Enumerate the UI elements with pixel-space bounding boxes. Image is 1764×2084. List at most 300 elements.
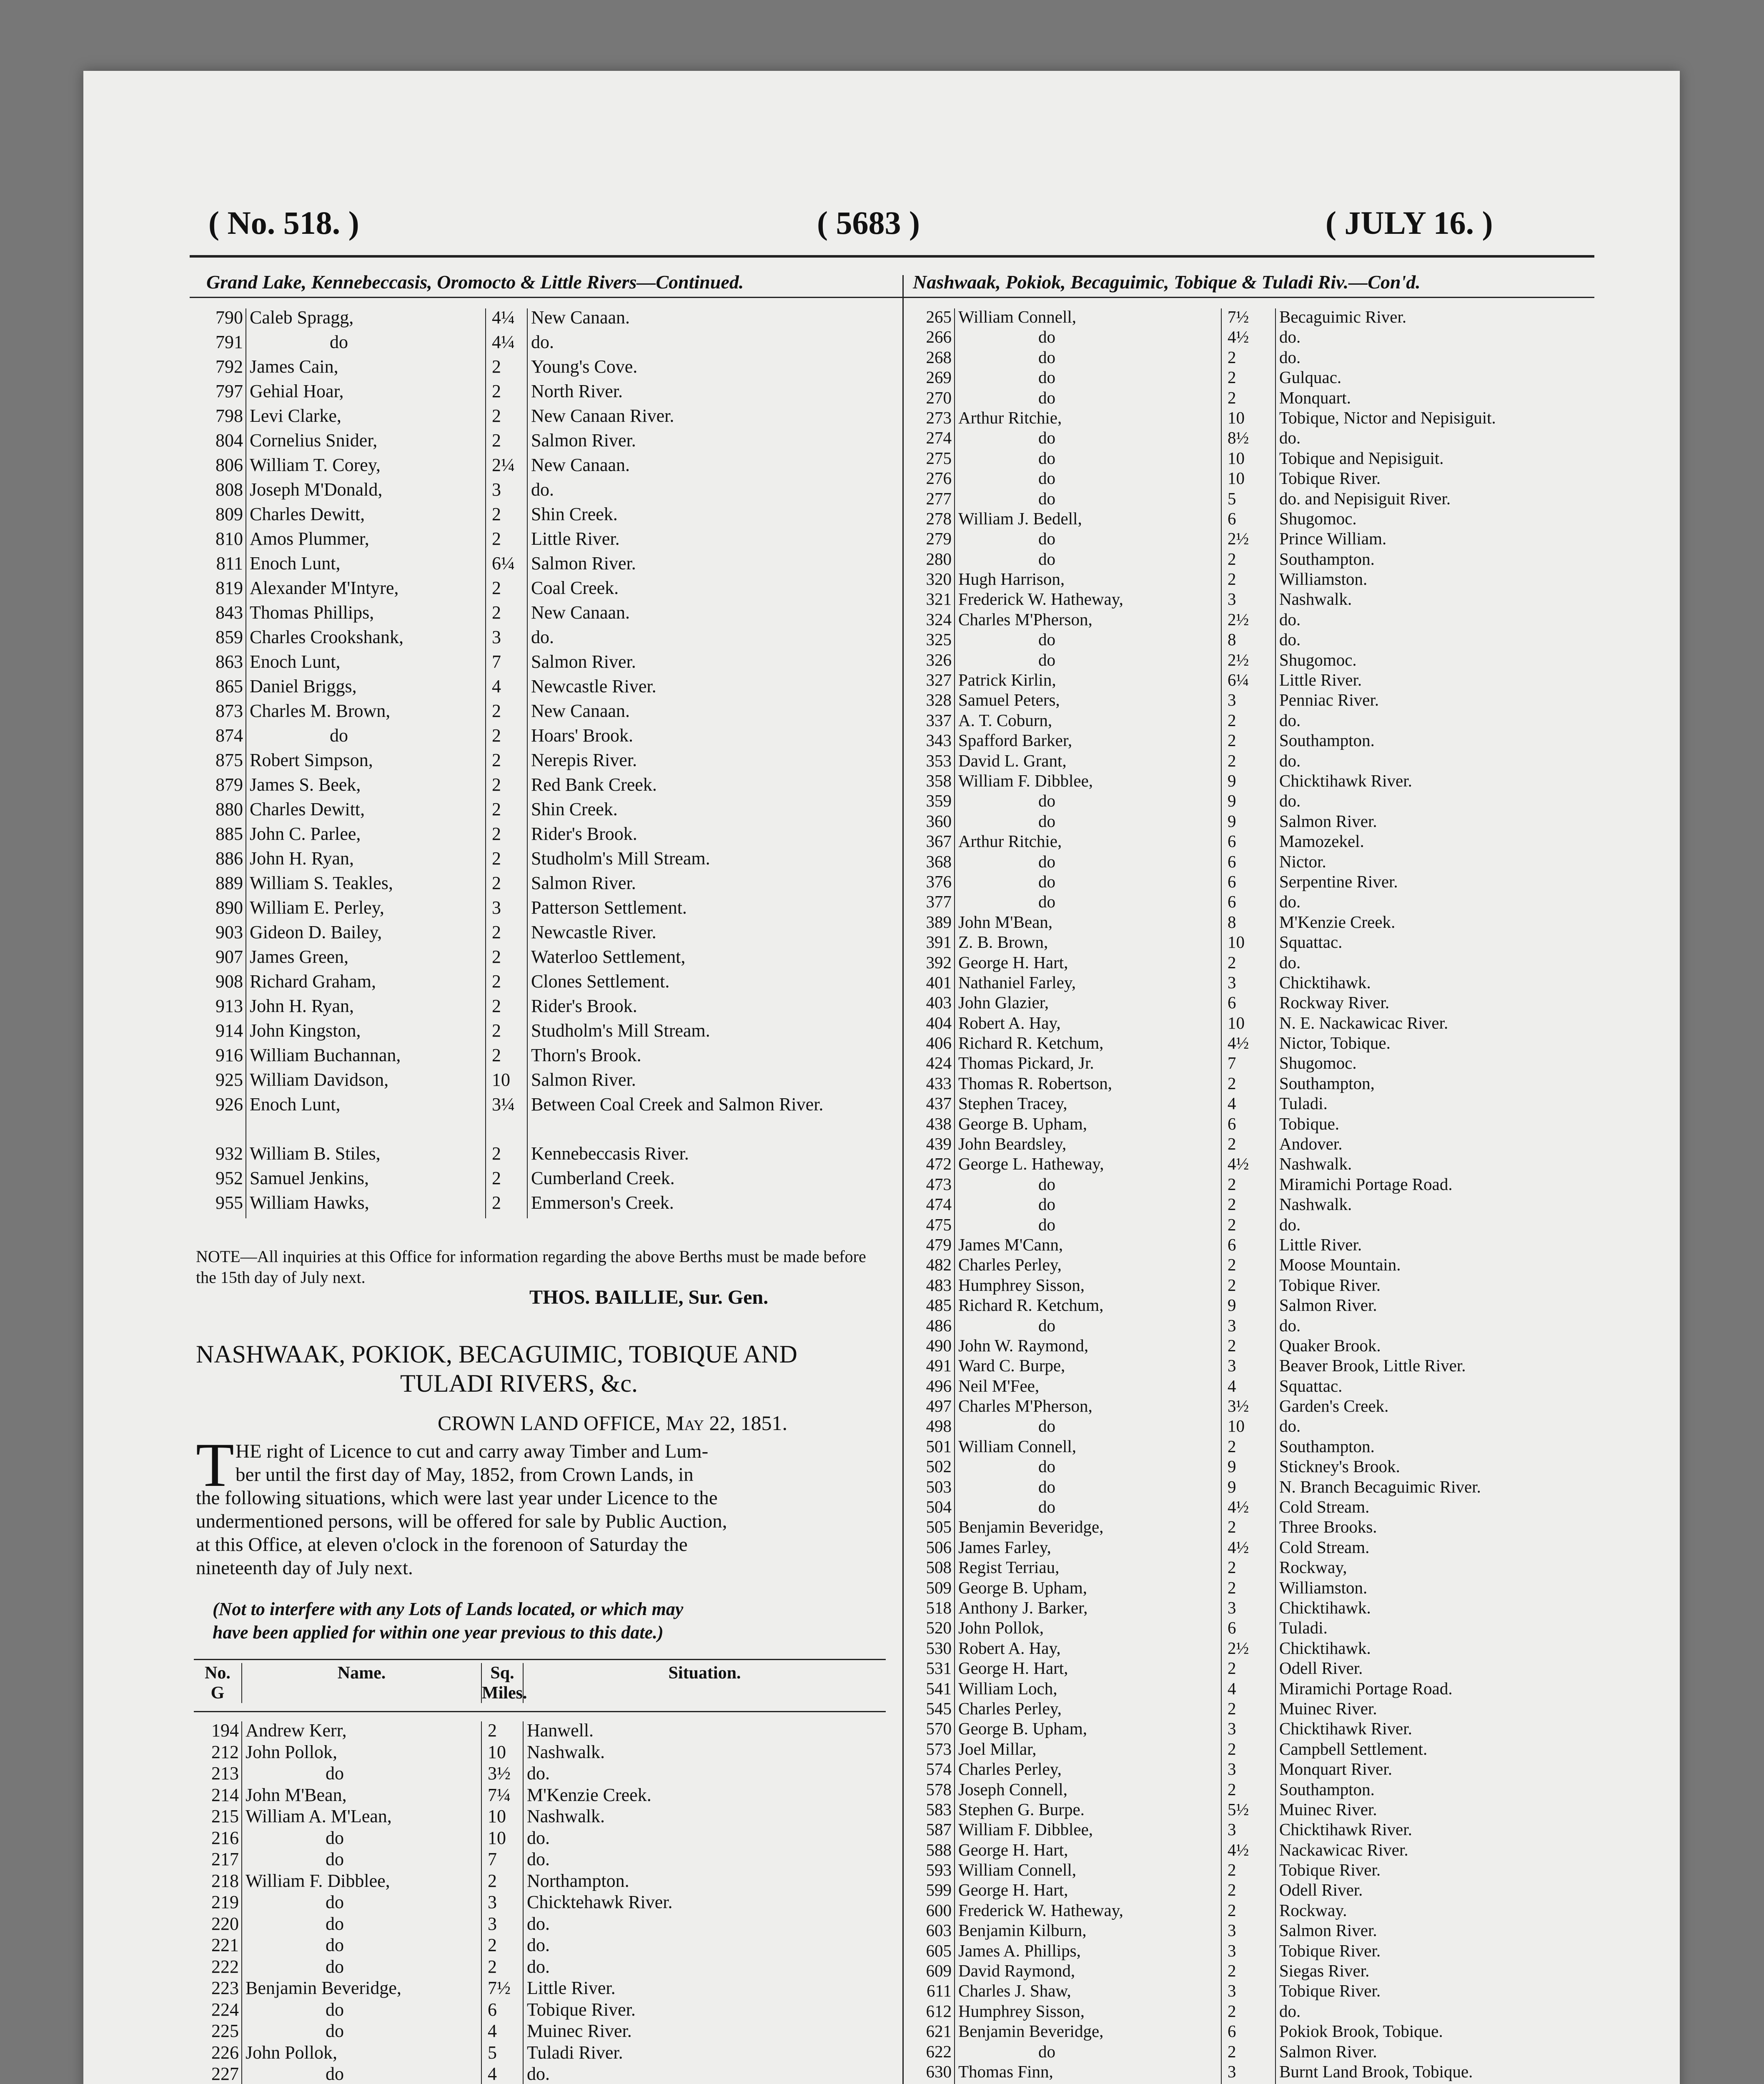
situation: Chicktihawk River. <box>1279 772 1412 790</box>
situation: Nictor, Tobique. <box>1279 1034 1391 1053</box>
square-miles: 2 <box>486 776 527 800</box>
licensee-name: A. T. Coburn, <box>955 712 1221 732</box>
berth-number: 433 <box>907 1075 955 1095</box>
issue-date: ( JULY 16. ) <box>1326 205 1493 241</box>
square-miles: 3 <box>1221 974 1275 994</box>
berth-number: 880 <box>198 800 246 825</box>
situation: do. <box>527 1829 550 1848</box>
situation: Three Brooks. <box>1279 1518 1377 1537</box>
licensee-name: Nathaniel Farley, <box>955 974 1221 994</box>
square-miles: 2 <box>486 702 527 726</box>
situation: do. <box>1279 328 1301 347</box>
square-miles: 2½ <box>1221 530 1275 550</box>
situation: do. <box>1279 631 1301 649</box>
berth-number: 504 <box>907 1498 955 1518</box>
table-row <box>198 800 886 825</box>
berth-number: 376 <box>907 873 955 893</box>
table-row <box>907 389 1594 409</box>
licensee-name: Thomas R. Robertson, <box>955 1075 1221 1095</box>
berth-number: 907 <box>198 948 246 972</box>
situation: Beaver Brook, Little River. <box>1279 1357 1466 1375</box>
table-row <box>198 677 886 702</box>
square-miles: 4 <box>1221 1680 1275 1700</box>
situation: Tobique River. <box>1279 1861 1381 1880</box>
square-miles: 2 <box>1221 1781 1275 1801</box>
table-row <box>907 1075 1594 1095</box>
square-miles: 2 <box>1221 1277 1275 1297</box>
licensee-name: do <box>955 530 1221 550</box>
table-row <box>907 1317 1594 1337</box>
situation: Rider's Brook. <box>531 997 637 1016</box>
licensee-name: Samuel Jenkins, <box>246 1169 486 1194</box>
square-miles: 2 <box>486 604 527 628</box>
licensee-name: William F. Dibblee, <box>955 772 1221 792</box>
table-row <box>907 1781 1594 1801</box>
table-row <box>907 1115 1594 1135</box>
square-miles: 2 <box>1221 1700 1275 1720</box>
running-head-rule <box>190 297 1594 298</box>
issue-number: ( No. 518. ) <box>208 205 359 241</box>
berth-number: 353 <box>907 752 955 772</box>
square-miles: 7 <box>481 1850 523 1872</box>
square-miles: 2 <box>486 579 527 604</box>
licensee-name: David Raymond, <box>955 1962 1221 1982</box>
table-row <box>907 369 1594 389</box>
situation: Mamozekel. <box>1279 833 1364 851</box>
square-miles: 3 <box>1221 1922 1275 1942</box>
situation: Campbell Settlement. <box>1279 1740 1428 1758</box>
berth-number: 473 <box>907 1176 955 1196</box>
berth-number: 277 <box>907 490 955 510</box>
berth-number: 273 <box>907 409 955 429</box>
square-miles: 7½ <box>1221 308 1275 328</box>
table-row <box>194 1893 886 1915</box>
licensee-name: Richard R. Ketchum, <box>955 1297 1221 1317</box>
licensee-name: Robert A. Hay, <box>955 1640 1221 1660</box>
berth-number: 574 <box>907 1761 955 1781</box>
berth-number: 865 <box>198 677 246 702</box>
table-row <box>198 505 886 530</box>
table-row <box>198 358 886 382</box>
square-miles: 10 <box>486 1071 527 1095</box>
situation: do. <box>1279 893 1301 912</box>
situation: Patterson Settlement. <box>531 899 687 918</box>
situation: do. <box>527 1764 550 1783</box>
berth-number: 508 <box>907 1559 955 1579</box>
table-row <box>907 1922 1594 1942</box>
situation: Little River. <box>1279 1236 1362 1254</box>
square-miles: 6 <box>1221 1236 1275 1256</box>
square-miles: 2 <box>486 923 527 948</box>
text-line: ber until the first day of May, 1852, from Crown Lands, in <box>236 1464 694 1485</box>
berth-number: 903 <box>198 923 246 948</box>
situation: Little River. <box>1279 671 1362 690</box>
licensee-name: Benjamin Beveridge, <box>242 1979 481 2001</box>
table-row <box>194 1915 886 1936</box>
licensee-name: Arthur Ritchie, <box>955 409 1221 429</box>
square-miles: 3 <box>1221 1357 1275 1377</box>
situation: Salmon River. <box>531 874 636 893</box>
berth-number: 520 <box>907 1619 955 1639</box>
table-row <box>194 1721 886 1743</box>
berth-number: 593 <box>907 1861 955 1881</box>
table-row <box>907 712 1594 732</box>
square-miles: 4 <box>1221 1378 1275 1398</box>
situation: Chicktihawk. <box>1279 974 1371 992</box>
square-miles: 2 <box>1221 1881 1275 1901</box>
situation: Pokiok Brook, Tobique. <box>1279 2023 1443 2041</box>
square-miles: 2 <box>486 874 527 899</box>
surveyor-signature: THOS. BAILLIE, Sur. Gen. <box>529 1286 769 1308</box>
licensee-name: Arthur Ritchie, <box>955 833 1221 853</box>
licensee-name: John Pollok, <box>242 1743 481 1765</box>
situation: Stickney's Brook. <box>1279 1458 1400 1476</box>
square-miles: 3 <box>486 481 527 505</box>
square-miles: 2 <box>1221 2003 1275 2023</box>
table-row <box>907 1559 1594 1579</box>
berth-number: 621 <box>907 2023 955 2043</box>
berth-number: 325 <box>907 631 955 651</box>
situation: Chicktihawk. <box>1279 1599 1371 1617</box>
table-row <box>907 1216 1594 1236</box>
table-row <box>907 691 1594 711</box>
licensee-name: Charles J. Shaw, <box>955 1982 1221 2002</box>
square-miles: 3¼ <box>486 1095 527 1145</box>
table-row <box>907 914 1594 934</box>
table-row <box>907 1962 1594 1982</box>
situation: Williamston. <box>1279 571 1368 589</box>
licensee-name: do <box>242 2001 481 2022</box>
licensee-name: do <box>955 1478 1221 1498</box>
licensee-name: do <box>246 726 486 751</box>
licensee-name: do <box>955 429 1221 449</box>
table-row <box>907 1176 1594 1196</box>
square-miles: 2 <box>486 997 527 1022</box>
licensee-name: William Connell, <box>955 308 1221 328</box>
licensee-name: Charles Perley, <box>955 1256 1221 1276</box>
berth-number: 224 <box>194 2001 242 2022</box>
square-miles: 9 <box>1221 1297 1275 1317</box>
situation: Clones Settlement. <box>531 972 670 992</box>
square-miles: 2 <box>481 1721 523 1743</box>
berth-number: 913 <box>198 997 246 1022</box>
situation: Shugomoc. <box>1279 651 1357 669</box>
licensee-name: do <box>242 1915 481 1936</box>
licensee-name: Cornelius Snider, <box>246 431 486 456</box>
square-miles: 10 <box>481 1743 523 1765</box>
berth-number: 545 <box>907 1700 955 1720</box>
situation: Tuladi River. <box>527 2043 623 2063</box>
table-row <box>198 407 886 431</box>
situation: do. <box>527 1850 550 1869</box>
square-miles: 4 <box>481 2022 523 2044</box>
square-miles: 7 <box>486 653 527 677</box>
square-miles: 6 <box>1221 873 1275 893</box>
licensee-name: Charles Dewitt, <box>246 505 486 530</box>
table-row <box>907 732 1594 752</box>
licensee-name: do <box>242 1829 481 1851</box>
situation: do. <box>531 333 554 352</box>
berth-number: 859 <box>198 628 246 653</box>
berth-number: 925 <box>198 1071 246 1095</box>
table-row <box>907 1034 1594 1055</box>
square-miles: 3 <box>1221 1599 1275 1619</box>
situation: Muinec River. <box>527 2022 632 2041</box>
berth-number: 875 <box>198 751 246 776</box>
licensee-name: James A. Phillips, <box>955 1942 1221 1962</box>
licensee-name: John W. Raymond, <box>955 1337 1221 1357</box>
table-row <box>907 893 1594 913</box>
berth-number: 886 <box>198 849 246 874</box>
page-header <box>192 204 1592 250</box>
licensee-name: John C. Parlee, <box>246 825 486 849</box>
berth-number: 843 <box>198 604 246 628</box>
table-row <box>198 776 886 800</box>
situation: Between Coal Creek and Salmon River. <box>531 1095 824 1115</box>
licensee-name: Frederick W. Hatheway, <box>955 591 1221 611</box>
berth-number: 270 <box>907 389 955 409</box>
table-row <box>907 1337 1594 1357</box>
berth-number: 599 <box>907 1881 955 1901</box>
situation: Salmon River. <box>1279 2043 1377 2061</box>
licensee-name: John H. Ryan, <box>246 997 486 1022</box>
square-miles: 2 <box>1221 1196 1275 1216</box>
square-miles: 2 <box>486 948 527 972</box>
table-row <box>907 1942 1594 1962</box>
square-miles: 3 <box>486 628 527 653</box>
berth-number: 392 <box>907 954 955 974</box>
table-row <box>194 1958 886 1979</box>
situation: Hoars' Brook. <box>531 726 634 746</box>
berth-number: 879 <box>198 776 246 800</box>
berth-number: 506 <box>907 1539 955 1559</box>
berth-number: 630 <box>907 2063 955 2083</box>
licensee-name: do <box>955 1458 1221 1478</box>
licensee-name: Robert Simpson, <box>246 751 486 776</box>
licensee-name: William Loch, <box>955 1680 1221 1700</box>
table-row <box>198 1095 886 1145</box>
berth-number: 811 <box>198 554 246 579</box>
situation: Salmon River. <box>1279 812 1377 831</box>
table-row <box>198 1022 886 1046</box>
square-miles: 2 <box>1221 1579 1275 1599</box>
berth-number: 320 <box>907 571 955 591</box>
table-row <box>198 456 886 481</box>
situation: do. <box>531 628 554 647</box>
square-miles: 2 <box>486 825 527 849</box>
situation: New Canaan. <box>531 604 630 623</box>
situation: Tobique. <box>1279 1115 1340 1133</box>
licensee-name: Anthony J. Barker, <box>955 1599 1221 1619</box>
table-row <box>194 1829 886 1851</box>
square-miles: 2 <box>486 1145 527 1169</box>
licensee-name: do <box>955 1196 1221 1216</box>
table-row <box>194 2044 886 2065</box>
table-row <box>907 308 1594 328</box>
square-miles: 2 <box>486 1169 527 1194</box>
situation: North River. <box>531 382 623 401</box>
office-dateline: CROWN LAND OFFICE, May 22, 1851. <box>438 1411 788 1435</box>
situation: Southampton. <box>1279 1781 1375 1799</box>
berth-number: 808 <box>198 481 246 505</box>
licensee-name: John Glazier, <box>955 994 1221 1014</box>
situation: Tuladi. <box>1279 1095 1328 1113</box>
table-row <box>907 1881 1594 1901</box>
page-number: ( 5683 ) <box>817 205 920 241</box>
situation: Hanwell. <box>527 1721 594 1741</box>
table-row <box>907 571 1594 591</box>
table-row <box>198 751 886 776</box>
situation: Southampton. <box>1279 550 1375 569</box>
berth-number: 404 <box>907 1014 955 1034</box>
header-no-sub: G <box>210 1683 225 1703</box>
situation: do. <box>1279 954 1301 972</box>
situation: Burnt Land Brook, Tobique. <box>1279 2063 1473 2081</box>
licensee-name: William J. Bedell, <box>955 510 1221 530</box>
berth-number: 406 <box>907 1034 955 1055</box>
square-miles: 2 <box>486 382 527 407</box>
berth-number: 490 <box>907 1337 955 1357</box>
situation: Shugomoc. <box>1279 510 1357 528</box>
situation: Garden's Creek. <box>1279 1398 1389 1416</box>
situation: New Canaan River. <box>531 407 674 426</box>
square-miles: 9 <box>1221 813 1275 833</box>
table-row <box>907 1478 1594 1498</box>
berth-number: 588 <box>907 1841 955 1861</box>
situation: Rockway. <box>1279 1901 1347 1920</box>
berth-number: 278 <box>907 510 955 530</box>
table-row <box>198 628 886 653</box>
berth-number: 819 <box>198 579 246 604</box>
situation: Odell River. <box>1279 1881 1363 1900</box>
notice-title-line1: NASHWAAK, POKIOK, BECAGUIMIC, TOBIQUE AND <box>196 1340 797 1368</box>
situation: Miramichi Portage Road. <box>1279 1680 1453 1698</box>
table-row <box>907 974 1594 994</box>
table-row <box>907 1720 1594 1740</box>
situation: Cold Stream. <box>1279 1498 1370 1517</box>
berth-number: 226 <box>194 2044 242 2065</box>
licensee-name: Charles Perley, <box>955 1761 1221 1781</box>
licensee-name: Charles Dewitt, <box>246 800 486 825</box>
square-miles: 4½ <box>1221 1539 1275 1559</box>
table-row <box>194 1807 886 1829</box>
table-row <box>198 997 886 1022</box>
left-berth-table <box>198 308 886 1218</box>
text-line: undermentioned persons, will be offered for sale by Public Auction, <box>196 1510 727 1532</box>
table-row <box>907 591 1594 611</box>
licensee-name: Humphrey Sisson, <box>955 1277 1221 1297</box>
table-row <box>198 1194 886 1218</box>
square-miles: 10 <box>1221 470 1275 490</box>
berth-number: 603 <box>907 1922 955 1942</box>
situation: Tobique River. <box>1279 1942 1381 1960</box>
situation: Southampton. <box>1279 1438 1375 1456</box>
table-row <box>907 409 1594 429</box>
situation: Southampton. <box>1279 732 1375 750</box>
licensee-name: Thomas Finn, <box>955 2063 1221 2083</box>
licensee-name: William F. Dibblee, <box>242 1872 481 1894</box>
berth-number: 280 <box>907 551 955 571</box>
table-row <box>198 308 886 333</box>
licensee-name: William Connell, <box>955 1861 1221 1881</box>
table-row <box>907 1055 1594 1075</box>
licensee-name: Z. B. Brown, <box>955 934 1221 954</box>
table-row <box>907 1297 1594 1317</box>
table-row <box>907 510 1594 530</box>
berth-number: 437 <box>907 1095 955 1115</box>
situation: Muinec River. <box>1279 1700 1377 1718</box>
licensee-name: Gideon D. Bailey, <box>246 923 486 948</box>
square-miles: 6 <box>1221 893 1275 913</box>
situation: Muinec River. <box>1279 1801 1377 1819</box>
berth-number: 479 <box>907 1236 955 1256</box>
licensee-name: Charles Crookshank, <box>246 628 486 653</box>
berth-number: 274 <box>907 429 955 449</box>
square-miles: 9 <box>1221 1478 1275 1498</box>
right-running-head: Nashwaak, Pokiok, Becaguimic, Tobique & Tuladi Riv.—Con'd. <box>913 271 1421 293</box>
situation: Northampton. <box>527 1871 629 1891</box>
berth-number: 914 <box>198 1022 246 1046</box>
square-miles: 2 <box>486 530 527 554</box>
table-row <box>907 671 1594 691</box>
table-row <box>198 1169 886 1194</box>
licensee-name: do <box>242 1893 481 1915</box>
drop-cap: T <box>196 1430 234 1500</box>
square-miles: 2 <box>1221 1741 1275 1761</box>
square-miles: 2 <box>486 431 527 456</box>
licensee-name: Caleb Spragg, <box>246 308 486 333</box>
licensee-name: William Hawks, <box>246 1194 486 1218</box>
licensee-name: Thomas Phillips, <box>246 604 486 628</box>
square-miles: 6¼ <box>1221 671 1275 691</box>
table-row <box>907 1095 1594 1115</box>
berth-number: 498 <box>907 1418 955 1438</box>
situation: Shin Creek. <box>531 800 618 819</box>
berth-number: 482 <box>907 1256 955 1276</box>
table-row <box>907 752 1594 772</box>
licensee-name: George H. Hart, <box>955 1660 1221 1680</box>
licensee-name: John Pollok, <box>242 2044 481 2065</box>
berth-number: 358 <box>907 772 955 792</box>
square-miles: 2 <box>1221 551 1275 571</box>
table-row <box>907 1539 1594 1559</box>
square-miles: 2 <box>1221 1518 1275 1538</box>
square-miles: 2 <box>486 1046 527 1071</box>
square-miles: 5½ <box>1221 1801 1275 1821</box>
berth-number: 530 <box>907 1640 955 1660</box>
berth-number: 438 <box>907 1115 955 1135</box>
square-miles: 2 <box>1221 1902 1275 1922</box>
square-miles: 4½ <box>1221 1155 1275 1175</box>
licensee-name: Charles Perley, <box>955 1700 1221 1720</box>
square-miles: 4½ <box>1221 328 1275 348</box>
situation: do. <box>1279 1317 1301 1335</box>
licensee-name: do <box>955 813 1221 833</box>
situation: Salmon River. <box>531 554 636 574</box>
situation: Tobique River. <box>1279 470 1381 488</box>
situation: Young's Cove. <box>531 358 638 377</box>
berth-number: 932 <box>198 1145 246 1169</box>
square-miles: 6 <box>481 2001 523 2022</box>
table-row <box>198 653 886 677</box>
table-row <box>907 772 1594 792</box>
licensee-name: do <box>955 1317 1221 1337</box>
table-row <box>194 1979 886 2001</box>
table-row <box>907 611 1594 631</box>
berth-number: 222 <box>194 1958 242 1979</box>
licensee-name: Regist Terriau, <box>955 1559 1221 1579</box>
berth-number: 885 <box>198 825 246 849</box>
